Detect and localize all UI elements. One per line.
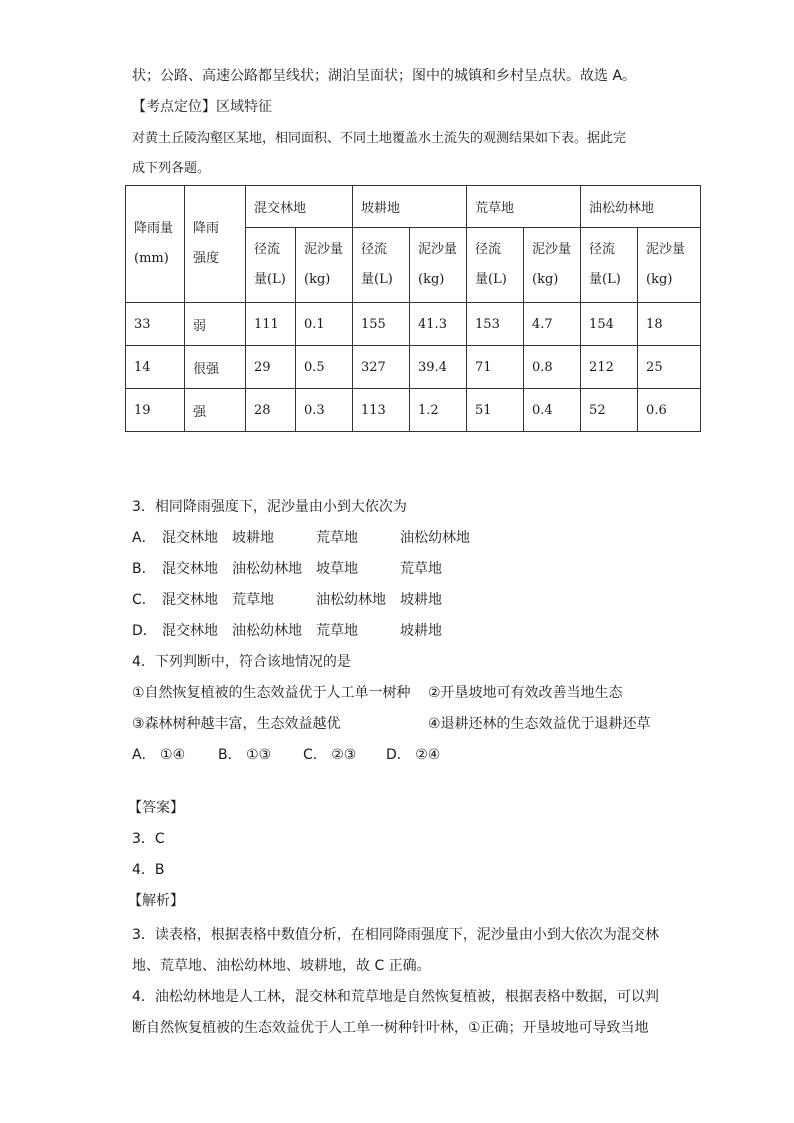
option-letter: D． [132, 623, 157, 639]
cell-value: 0.4 [524, 389, 581, 432]
analysis-3-line-2: 地、荒草地、油松幼林地、坡耕地，故 C 正确。 [132, 958, 431, 974]
option-item: 坡耕地 [400, 592, 442, 608]
subheader-sediment [410, 228, 467, 303]
cell-value: 29 [246, 346, 296, 389]
q4-statement-4: ④退耕还林的生态效益优于退耕还草 [428, 716, 651, 732]
header-group-mixed-forest: 混交林地 [246, 186, 353, 228]
q4-choice-b: B． ①③ [218, 747, 272, 763]
analysis-heading: 【解析】 [128, 893, 184, 909]
cell-value: 39.4 [410, 346, 467, 389]
option-letter: C． [132, 592, 156, 608]
q3-stem: 3．相同降雨强度下，泥沙量由小到大依次为 [132, 499, 407, 515]
subheader-sediment [296, 228, 353, 303]
option-item: 荒草地 [400, 561, 442, 577]
subheader-runoff [467, 228, 524, 303]
subheader-sediment-1: 泥沙量 [646, 242, 686, 257]
table-row [126, 303, 701, 346]
option-item: 油松幼林地 [316, 592, 386, 608]
option-item: 混交林地 [162, 623, 218, 639]
answer-4: 4．B [132, 862, 165, 878]
subheader-runoff-1: 径流 [475, 242, 502, 257]
kaodian-heading: 【考点定位】区域特征 [132, 99, 272, 115]
option-item: 荒草地 [316, 530, 358, 546]
cell-value: 0.6 [638, 389, 701, 432]
header-rain-amount-label: 降雨量 [134, 221, 174, 236]
cell-value: 25 [638, 346, 701, 389]
cell-intensity: 很强 [185, 346, 246, 389]
cell-value: 0.1 [296, 303, 353, 346]
subheader-runoff-1: 径流 [254, 242, 281, 257]
cell-value: 113 [353, 389, 410, 432]
q4-statement-3: ③森林树种越丰富，生态效益越优 [132, 716, 341, 732]
cell-value: 41.3 [410, 303, 467, 346]
cell-value: 0.3 [296, 389, 353, 432]
analysis-3-line-1: 3．读表格，根据表格中数值分析，在相同降雨强度下，泥沙量由小到大依次为混交林 [132, 927, 659, 943]
cell-value: 18 [638, 303, 701, 346]
analysis-4-line-1: 4．油松幼林地是人工林，混交林和荒草地是自然恢复植被，根据表格中数据，可以判 [132, 989, 659, 1005]
table-header-row-1 [126, 186, 701, 228]
option-letter: A． [132, 530, 156, 546]
subheader-sediment-2: (kg) [532, 272, 559, 287]
cell-rain: 19 [126, 389, 185, 432]
subheader-sediment [524, 228, 581, 303]
q4-stem: 4．下列判断中，符合该地情况的是 [132, 654, 351, 670]
subheader-runoff-2: 量(L) [475, 272, 507, 287]
prev-answer-line: 状；公路、高速公路都呈线状；湖泊呈面状；图中的城镇和乡村呈点状。故选 A。 [132, 68, 637, 84]
erosion-table [125, 185, 701, 432]
cell-value: 51 [467, 389, 524, 432]
subheader-sediment [638, 228, 701, 303]
cell-value: 0.8 [524, 346, 581, 389]
header-rain-intensity-label-1: 降雨 [193, 221, 220, 236]
cell-value: 327 [353, 346, 410, 389]
subheader-runoff [581, 228, 638, 303]
q4-statement-2: ②开垦坡地可有效改善当地生态 [428, 685, 623, 701]
header-group-pine-young-forest: 油松幼林地 [581, 186, 701, 228]
cell-value: 4.7 [524, 303, 581, 346]
option-item: 混交林地 [162, 592, 218, 608]
header-group-grassland: 荒草地 [467, 186, 581, 228]
cell-value: 154 [581, 303, 638, 346]
question-intro-line-2: 成下列各题。 [132, 161, 211, 176]
option-item: 混交林地 [162, 530, 218, 546]
cell-value: 155 [353, 303, 410, 346]
q4-choice-a: A． ①④ [132, 747, 186, 763]
header-rain-amount [126, 186, 185, 303]
cell-rain: 33 [126, 303, 185, 346]
subheader-runoff-1: 径流 [589, 242, 616, 257]
header-rain-intensity-label-2: 强度 [193, 251, 220, 266]
analysis-4-line-2: 断自然恢复植被的生态效益优于人工单一树种针叶林，①正确；开垦坡地可导致当地 [132, 1020, 649, 1036]
q4-statement-1: ①自然恢复植被的生态效益优于人工单一树种 [132, 685, 411, 701]
q4-choice-d: D． ②④ [386, 747, 441, 763]
cell-intensity: 强 [185, 389, 246, 432]
cell-value: 1.2 [410, 389, 467, 432]
cell-value: 153 [467, 303, 524, 346]
subheader-runoff [353, 228, 410, 303]
q4-choice-c: C． ②③ [303, 747, 357, 763]
cell-rain: 14 [126, 346, 185, 389]
cell-value: 71 [467, 346, 524, 389]
subheader-runoff [246, 228, 296, 303]
option-item: 混交林地 [162, 561, 218, 577]
option-item: 油松幼林地 [400, 530, 470, 546]
subheader-sediment-2: (kg) [304, 272, 331, 287]
option-letter: B． [132, 561, 156, 577]
subheader-runoff-2: 量(L) [589, 272, 621, 287]
cell-value: 0.5 [296, 346, 353, 389]
subheader-runoff-2: 量(L) [361, 272, 393, 287]
cell-intensity: 弱 [185, 303, 246, 346]
option-item: 坡耕地 [232, 530, 274, 546]
option-item: 荒草地 [316, 623, 358, 639]
option-item: 坡草地 [316, 561, 358, 577]
subheader-runoff-1: 径流 [361, 242, 388, 257]
table-row [126, 389, 701, 432]
option-item: 荒草地 [232, 592, 274, 608]
subheader-runoff-2: 量(L) [254, 272, 286, 287]
option-item: 油松幼林地 [232, 623, 302, 639]
cell-value: 52 [581, 389, 638, 432]
subheader-sediment-1: 泥沙量 [304, 242, 344, 257]
subheader-sediment-1: 泥沙量 [532, 242, 572, 257]
header-rain-intensity [185, 186, 246, 303]
subheader-sediment-1: 泥沙量 [418, 242, 458, 257]
cell-value: 111 [246, 303, 296, 346]
option-item: 坡耕地 [400, 623, 442, 639]
option-item: 油松幼林地 [232, 561, 302, 577]
question-intro-line-1: 对黄土丘陵沟壑区某地，相同面积、不同土地覆盖水土流失的观测结果如下表。据此完 [132, 131, 627, 146]
header-rain-amount-unit: (mm) [134, 251, 169, 266]
table-row [126, 346, 701, 389]
answer-3: 3．C [132, 831, 165, 847]
cell-value: 212 [581, 346, 638, 389]
answer-heading: 【答案】 [128, 800, 184, 816]
cell-value: 28 [246, 389, 296, 432]
subheader-sediment-2: (kg) [646, 272, 673, 287]
header-group-slope-farmland: 坡耕地 [353, 186, 467, 228]
subheader-sediment-2: (kg) [418, 272, 445, 287]
